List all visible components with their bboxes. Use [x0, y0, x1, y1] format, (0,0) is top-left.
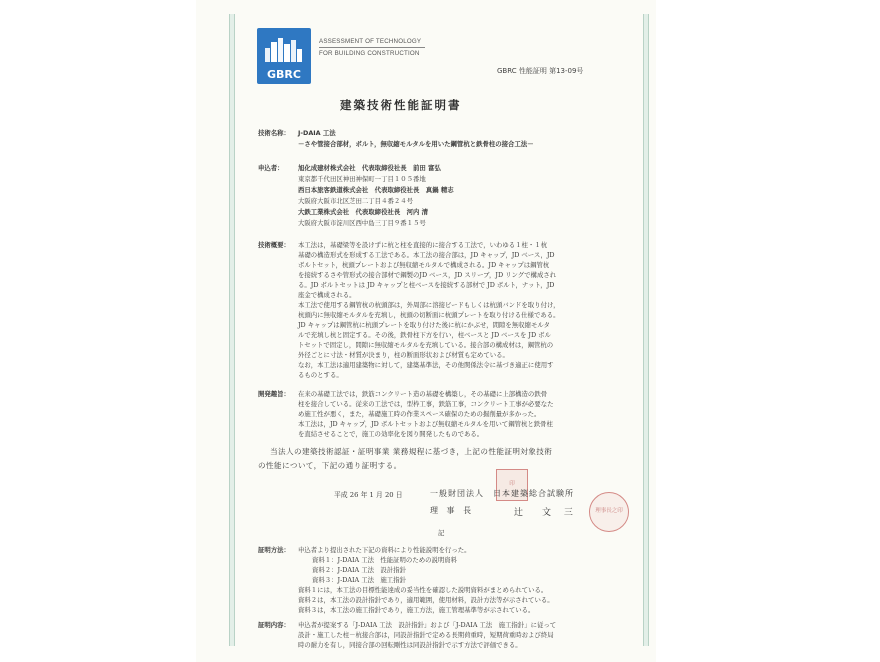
- summary-line: るものとする。: [298, 371, 343, 379]
- method-line: 資料２は，本工法の設計指針であり，適用範囲，使用材料，設計方法等が示されている。: [298, 596, 554, 604]
- method-line: 資料３：J-DAIA 工法 施工指針: [312, 576, 406, 584]
- tech-name-label: 技術名称：: [258, 129, 290, 137]
- background-line: を直結させることで，施工の効率化を図り開発したものである。: [298, 430, 484, 438]
- logo-text: GBRC: [267, 68, 301, 81]
- summary-line: 杭頭内に無収縮モルタルを充填し，杭頭の切断面に杭頭プレートを取り付ける仕様である。: [298, 311, 560, 319]
- summary-line: ボルトセット，杭頭プレートおよび無収縮モルタルで構成される。JD キャップは鋼管杭: [298, 261, 550, 269]
- applicants-label: 申込者：: [258, 164, 284, 172]
- summary-line: JD キャップは鋼管杭に杭頭プレートを取り付けた後に杭にかぶせ，間隙を無収縮モルタ: [298, 321, 550, 329]
- issue-date: 平成 26 年 1 月 20 日: [334, 491, 403, 499]
- applicant-2-name: 西日本旅客鉄道株式会社 代表取締役社長 真鍋 精志: [298, 186, 454, 194]
- applicant-1-address: 東京都千代田区神田神保町一丁目１０５番地: [298, 175, 426, 183]
- applicant-1-name: 旭化成建材株式会社 代表取締役社長 前田 富弘: [298, 164, 441, 172]
- tech-name-line1: J-DAIA 工法: [298, 129, 336, 137]
- summary-line: を接続するさや管形式の接合部材で鋼製のJD ベース，JD スリーブ，JD リングで構成され: [298, 271, 557, 279]
- content-line: 時の耐力を有し，同接合部の回転剛性は同設計指針で示す方法で評価できる。: [298, 641, 522, 649]
- org-name-line1: ASSESSMENT OF TECHNOLOGY: [319, 38, 422, 45]
- summary-label: 技術概要：: [258, 241, 290, 249]
- summary-line: 基礎の構造形式を形成する工法である。本工法の接合部は，JD キャップ，JD ベース，JD: [298, 251, 555, 259]
- applicant-2-address: 大阪府大阪市北区芝田二丁目４番２４号: [298, 197, 414, 205]
- background-label: 開発趣旨：: [258, 390, 290, 398]
- signer-role: 理 事 長: [430, 506, 475, 515]
- buildings-icon: [263, 36, 305, 62]
- applicant-3-address: 大阪府大阪市淀川区西中島三丁目９番１５号: [298, 219, 426, 227]
- certification-statement-line1: 当法人の建築技術認証・証明事業 業務規程に基づき，上記の性能証明対象技術: [270, 447, 553, 456]
- summary-line: 本工法は，基礎梁等を設けずに杭と柱を直接的に接合する工法で，いわゆる１柱・１杭: [298, 241, 548, 249]
- org-name-line2: FOR BUILDING CONSTRUCTION: [319, 50, 420, 57]
- background-line: め施工性が悪く，また，基礎施工時の作業スペース確保のための掘削量が多かった。: [298, 410, 541, 418]
- official-square-seal: 印: [496, 469, 528, 501]
- method-line: 資料１：J-DAIA 工法 性能証明のための説明資料: [312, 556, 458, 564]
- method-label: 証明方法：: [258, 546, 290, 554]
- summary-line: トセットで固定し，間隙に無収縮モルタルを充填している。接合部の構成材は，鋼管杭の: [298, 341, 554, 349]
- official-round-seal: 理事長之印: [589, 492, 629, 532]
- background-line: 在来の基礎工法では，鉄筋コンクリート造の基礎を構築し，その基礎に上部構造の鉄骨: [298, 390, 548, 398]
- gbrc-logo: [257, 28, 311, 84]
- content-line: 設計・施工した柱－杭接合部は，同設計指針で定める長期荷重時，短期荷重時および終局: [298, 631, 554, 639]
- content-line: 申込者が提案する「J-DAIA 工法 設計指針」および「J-DAIA 工法 施工指針」に従って: [298, 621, 557, 629]
- ki-marker: 記: [438, 529, 445, 537]
- summary-line: 外径ごとに寸法・材質が決まり，柱の断面形状および材質も定めている。: [298, 351, 509, 359]
- org-name-divider: [319, 47, 425, 48]
- issuing-organization: 一般財団法人 日本建築総合試験所: [430, 489, 574, 498]
- tech-name-line2: －さや管接合部材，ボルト，無収縮モルタルを用いた鋼管杭と鉄骨柱の接合工法－: [298, 140, 534, 148]
- method-line: 資料３は，本工法の施工指針であり，施工方法，施工管理基準等が示されている。: [298, 606, 535, 614]
- left-border-decoration: [229, 14, 235, 646]
- summary-line: る。JD ボルトセットは JD キャップと柱ベースを接続する部材で JD ボルト，ナット，JD: [298, 281, 555, 289]
- summary-line: 本工法で使用する鋼管杭の杭頭部は，外周部に溶接ビードもしくは杭頭バンドを取り付け，: [298, 301, 560, 309]
- method-line: 資料２：J-DAIA 工法 設計指針: [312, 566, 406, 574]
- summary-line: なお，本工法は適用建築物に対して，建築基準法，その他関係法令に基づき適正に使用す: [298, 361, 554, 369]
- page-title: 建築技術性能証明書: [340, 98, 462, 112]
- summary-line: ルで充填し杭と固定する。その後，鉄骨柱下方を行い，柱ベースと JD ベースを JD ボル: [298, 331, 551, 339]
- certification-statement-line2: の性能について，下記の通り証明する。: [258, 461, 402, 470]
- background-line: 本工法は，JD キャップ，JD ボルトセットおよび無収縮モルタルを用いて鋼管杭と鉄骨柱: [298, 420, 553, 428]
- content-label: 証明内容：: [258, 621, 290, 629]
- method-line: 資料１には，本工法の目標性能達成の妥当性を確認した説明資料がまとめられている。: [298, 586, 548, 594]
- certificate-number: GBRC 性能証明 第13-09号: [497, 67, 584, 75]
- applicant-3-name: 大鉄工業株式会社 代表取締役社長 河内 清: [298, 208, 429, 216]
- method-line: 申込者より提出された下記の資料により性能説明を行った。: [298, 546, 471, 554]
- background-line: 柱を接合している。従来の工法では，型枠工事，鉄筋工事，コンクリート工事が必要なた: [298, 400, 554, 408]
- signer-name: 辻 文 三: [514, 508, 578, 518]
- summary-line: 座金で構成される。: [298, 291, 356, 299]
- right-border-decoration: [643, 14, 649, 646]
